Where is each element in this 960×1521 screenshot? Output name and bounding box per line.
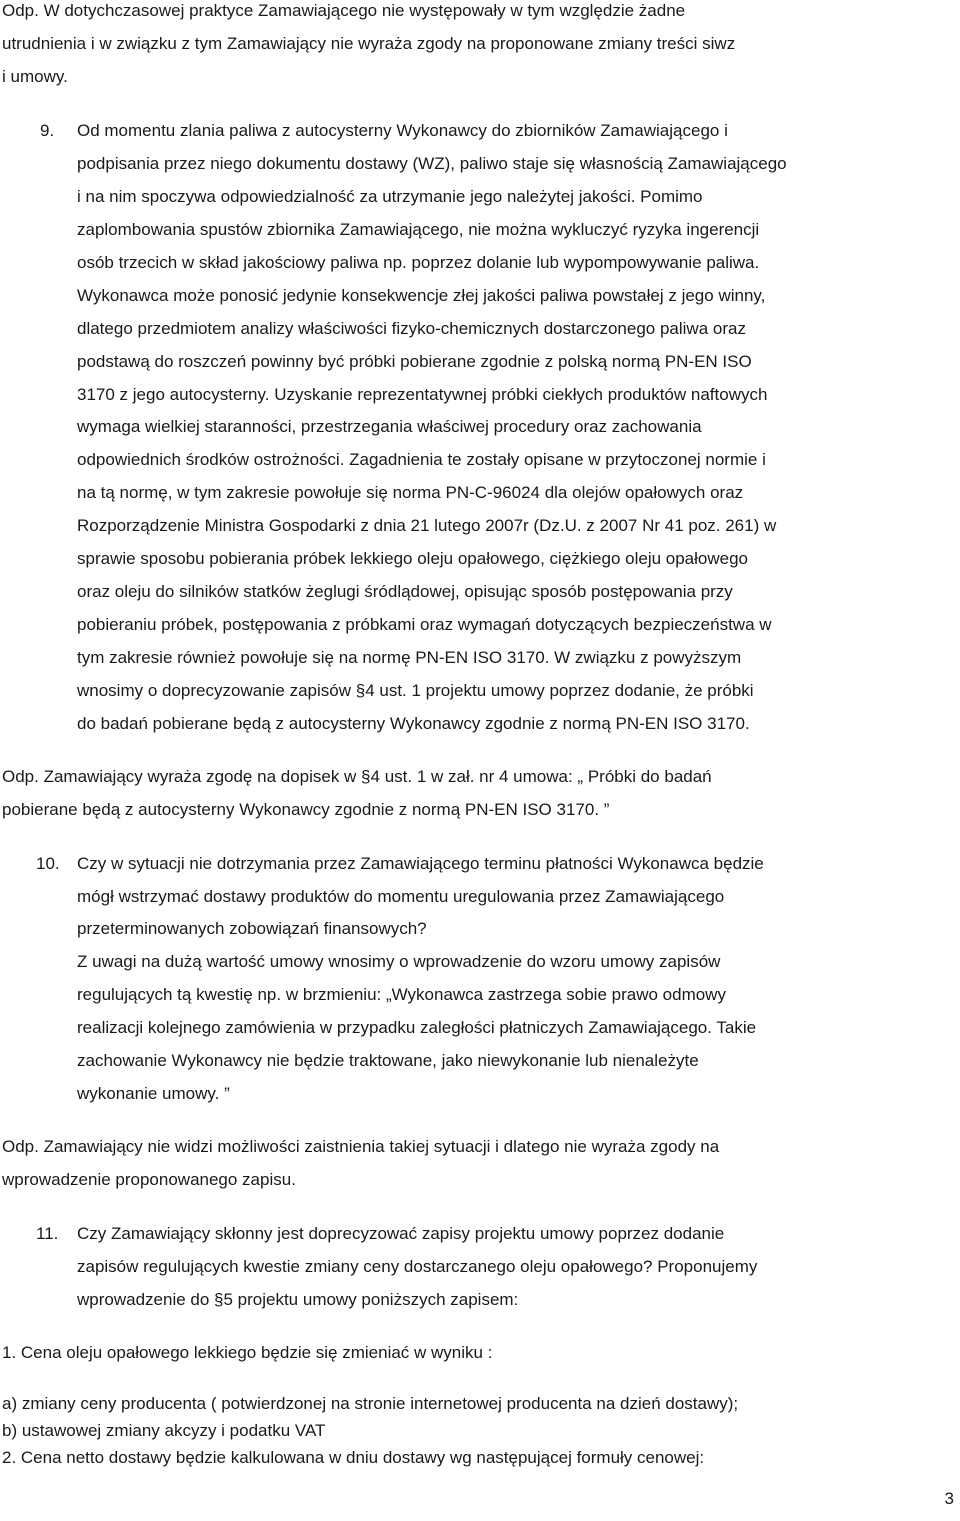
- text-line: zaplombowania spustów zbiornika Zamawiającego, nie można wykluczyć ryzyka ingerencji: [77, 220, 760, 239]
- text-line: pobierane będą z autocysterny Wykonawcy zgodnie z normą PN-EN ISO 3170. ”: [2, 800, 610, 819]
- item-number-10: 10.: [36, 854, 60, 873]
- text-line: i umowy.: [2, 67, 68, 86]
- text-line: pobieraniu próbek, postępowania z próbkami oraz wymagań dotyczących bezpieczeństwa w: [77, 615, 772, 634]
- text-line: Od momentu zlania paliwa z autocysterny Wykonawcy do zbiorników Zamawiającego i: [77, 121, 728, 140]
- text-line: 2. Cena netto dostawy będzie kalkulowana w dniu dostawy wg następującej formuły cenowej:: [2, 1448, 705, 1467]
- text-line: regulujących tą kwestię np. w brzmieniu: „Wykonawca zastrzega sobie prawo odmowy: [77, 985, 726, 1004]
- text-line: wnosimy o doprecyzowanie zapisów §4 ust. 1 projektu umowy poprzez dodanie, że próbki: [77, 681, 754, 700]
- page-number: 3: [944, 1489, 954, 1508]
- text-line: Odp. W dotychczasowej praktyce Zamawiającego nie występowały w tym względzie żadne: [2, 1, 686, 20]
- text-line: mógł wstrzymać dostawy produktów do momentu uregulowania przez Zamawiającego: [77, 887, 725, 906]
- text-line: tym zakresie również powołuje się na normę PN-EN ISO 3170. W związku z powyższym: [77, 648, 742, 667]
- text-line: przeterminowanych zobowiązań finansowych?: [77, 919, 427, 938]
- text-line: 3170 z jego autocysterny. Uzyskanie reprezentatywnej próbki ciekłych produktów naftowych: [77, 385, 768, 404]
- text-line: oraz oleju do silników statków żeglugi śródlądowej, opisując sposób postępowania przy: [77, 582, 733, 601]
- text-line: osób trzecich w skład jakościowy paliwa np. poprzez dolanie lub wypompowywanie paliwa.: [77, 253, 760, 272]
- text-line: wymaga wielkiej staranności, przestrzegania właściwej procedury oraz zachowania: [77, 417, 702, 436]
- text-line: Odp. Zamawiający nie widzi możliwości zaistnienia takiej sytuacji i dlatego nie wyraża zgody na: [2, 1137, 720, 1156]
- text-line: podpisania przez niego dokumentu dostawy (WZ), paliwo staje się własnością Zamawiającego: [77, 154, 787, 173]
- text-line: Z uwagi na dużą wartość umowy wnosimy o wprowadzenie do wzoru umowy zapisów: [77, 952, 721, 971]
- text-line: realizacji kolejnego zamówienia w przypadku zaległości płatniczych Zamawiającego. Takie: [77, 1018, 757, 1037]
- text-line: b) ustawowej zmiany akcyzy i podatku VAT: [2, 1421, 326, 1440]
- text-line: 1. Cena oleju opałowego lekkiego będzie się zmieniać w wyniku :: [2, 1343, 493, 1362]
- text-line: wprowadzenie proponowanego zapisu.: [2, 1170, 296, 1189]
- text-line: zachowanie Wykonawcy nie będzie traktowane, jako niewykonanie lub nienależyte: [77, 1051, 699, 1070]
- text-line: podstawą do roszczeń powinny być próbki pobierane zgodnie z polską normą PN-EN ISO: [77, 352, 752, 371]
- text-line: Czy Zamawiający skłonny jest doprecyzować zapisy projektu umowy poprzez dodanie: [77, 1224, 725, 1243]
- text-line: Czy w sytuacji nie dotrzymania przez Zamawiającego terminu płatności Wykonawca będzie: [77, 854, 764, 873]
- item-number-11: 11.: [36, 1224, 59, 1243]
- item-number-9: 9.: [40, 121, 55, 140]
- text-line: zapisów regulujących kwestie zmiany ceny dostarczanego oleju opałowego? Proponujemy: [77, 1257, 758, 1276]
- text-line: na tą normę, w tym zakresie powołuje się norma PN-C-96024 dla olejów opałowych oraz: [77, 483, 744, 502]
- text-line: utrudnienia i w związku z tym Zamawiający nie wyraża zgody na proponowane zmiany treści siwz: [2, 34, 736, 53]
- text-line: wykonanie umowy. ”: [77, 1084, 230, 1103]
- text-line: dlatego przedmiotem analizy właściwości fizyko-chemicznych dostarczonego paliwa oraz: [77, 319, 746, 338]
- text-line: do badań pobierane będą z autocysterny Wykonawcy zgodnie z normą PN-EN ISO 3170.: [77, 714, 750, 733]
- text-line: Wykonawca może ponosić jedynie konsekwencje złej jakości paliwa powstałej z jego winny,: [77, 286, 766, 305]
- text-line: wprowadzenie do §5 projektu umowy poniższych zapisem:: [77, 1290, 519, 1309]
- text-line: odpowiednich środków ostrożności. Zagadnienia te zostały opisane w przytoczonej normie i: [77, 450, 766, 469]
- text-line: Rozporządzenie Ministra Gospodarki z dnia 21 lutego 2007r (Dz.U. z 2007 Nr 41 poz. 261) w: [77, 516, 777, 535]
- text-line: i na nim spoczywa odpowiedzialność za utrzymanie jego należytej jakości. Pomimo: [77, 187, 703, 206]
- text-line: Odp. Zamawiający wyraża zgodę na dopisek w §4 ust. 1 w zał. nr 4 umowa: „ Próbki do badań: [2, 767, 712, 786]
- text-line: a) zmiany ceny producenta ( potwierdzonej na stronie internetowej producenta na dzień dostawy);: [2, 1394, 739, 1413]
- text-line: sprawie sposobu pobierania próbek lekkiego oleju opałowego, ciężkiego oleju opałowego: [77, 549, 749, 568]
